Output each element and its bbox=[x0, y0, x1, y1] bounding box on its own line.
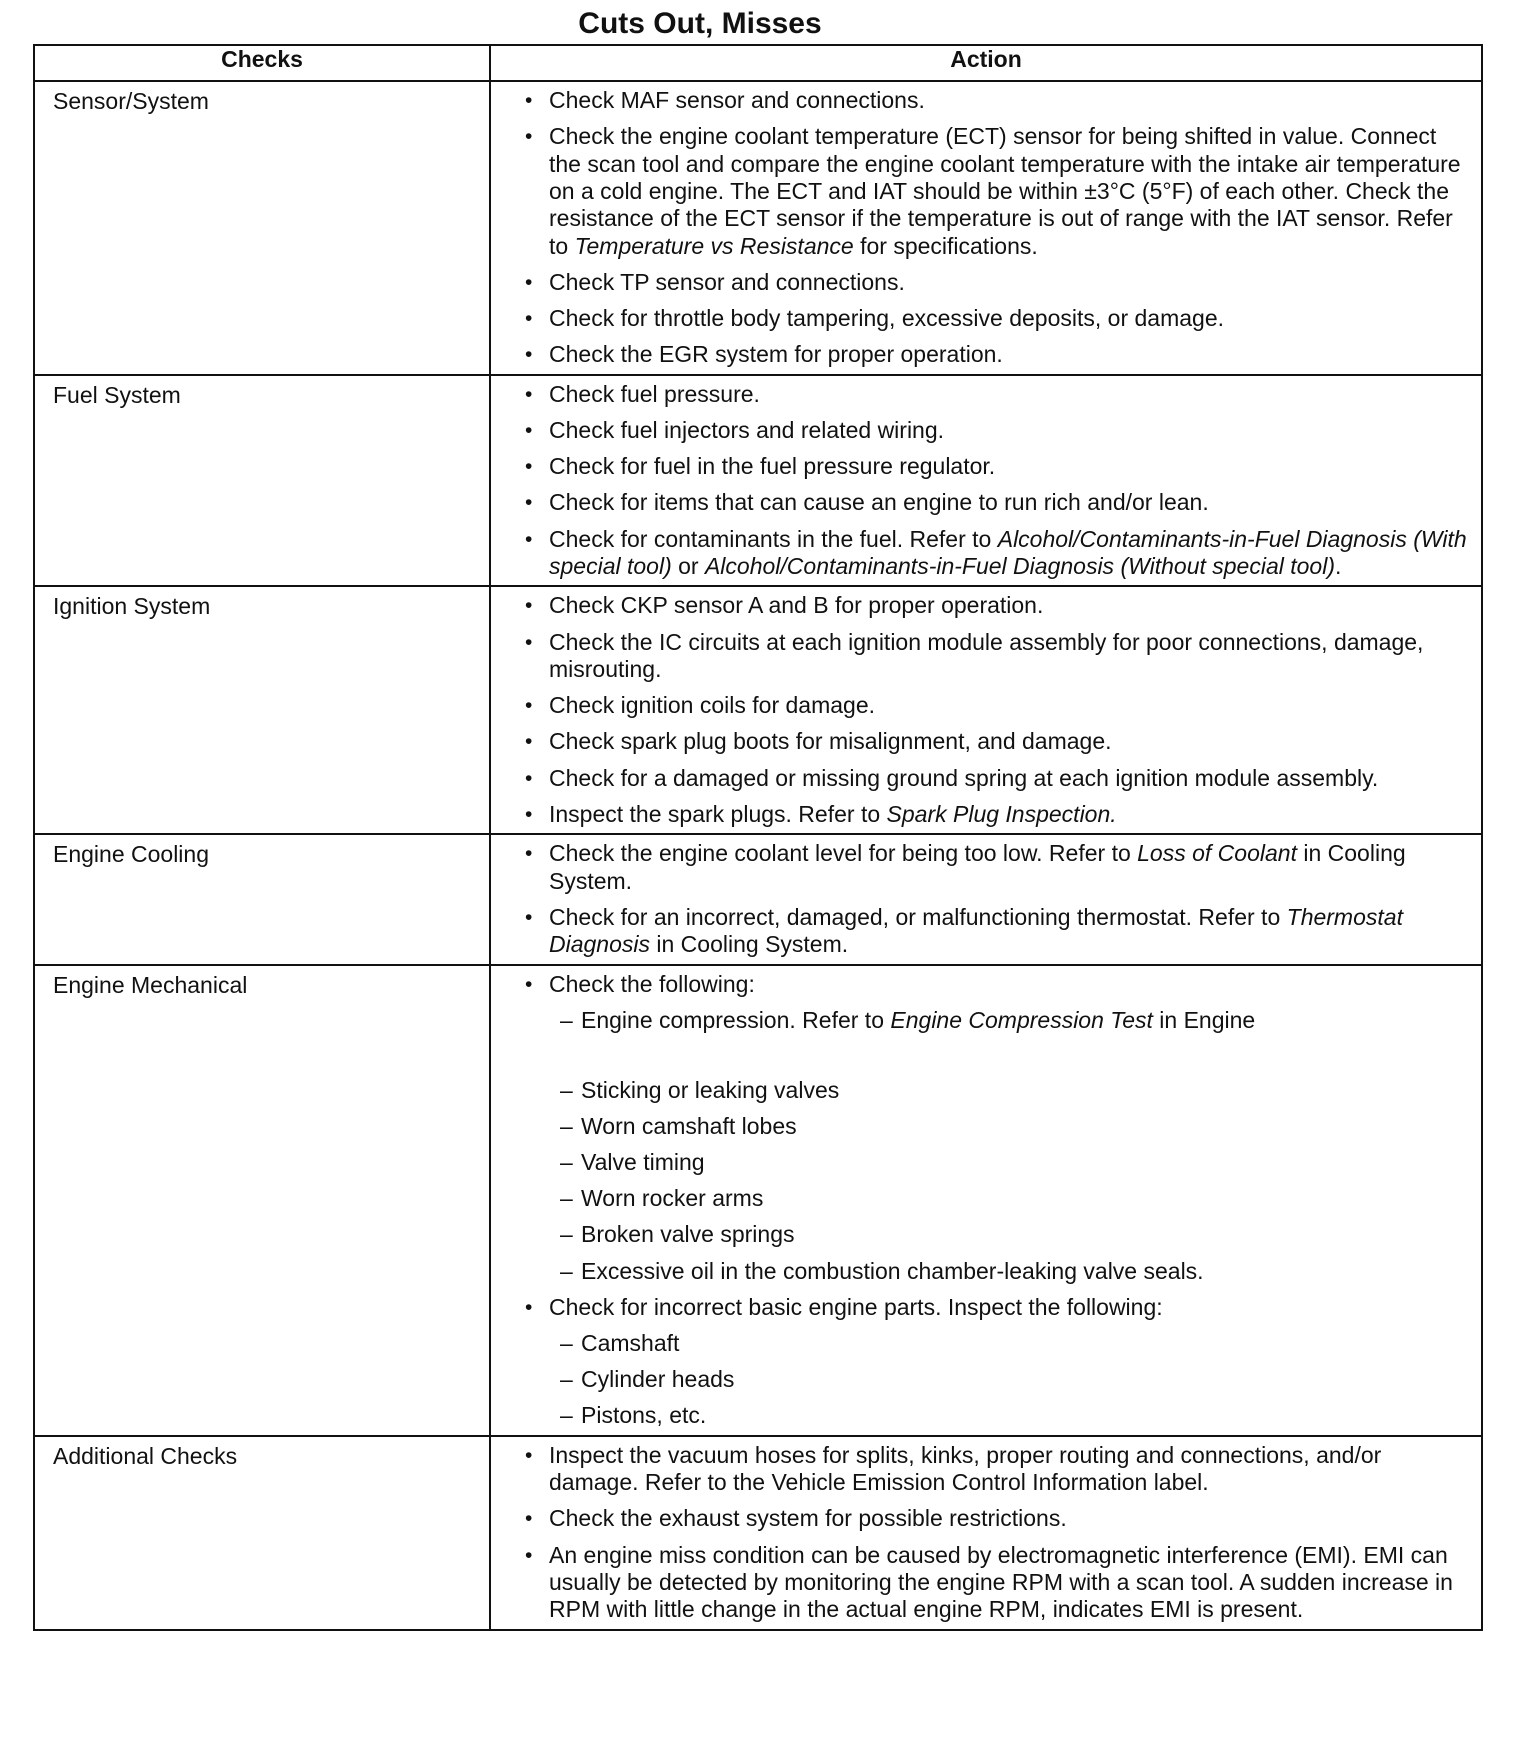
action-text-tail: . bbox=[1335, 553, 1342, 580]
check-cell: Ignition System bbox=[34, 586, 490, 834]
action-text: Check the engine coolant temperature (ECT) sensor for being shifted in value. Connect the scan tool and compare the engine coolant temperature with the intake air temperature on a cold engine. The ECT and IAT should be within ±3°C (5°F) of each other. Check the resistance of the ECT sensor if the temperature is out of range with the IAT sensor. Refer to bbox=[549, 123, 1461, 259]
reference-link: Alcohol/Contaminants-in-Fuel Diagnosis (Without special tool) bbox=[704, 553, 1335, 580]
action-item bbox=[525, 592, 1473, 619]
action-list bbox=[525, 971, 1473, 1430]
action-text: An engine miss condition can be caused by electromagnetic interference (EMI). EMI can usually be detected by monitoring the engine RPM with a scan tool. A sudden increase in RPM with little change in the actual engine RPM, indicates EMI is present. bbox=[549, 1541, 1453, 1623]
reference-link: Engine Compression Test bbox=[890, 1006, 1153, 1033]
sub-text: Cylinder heads bbox=[581, 1366, 735, 1393]
action-list bbox=[525, 592, 1473, 828]
action-item bbox=[525, 417, 1473, 444]
table-row-sensor-system bbox=[34, 81, 1482, 375]
action-text: Inspect the spark plugs. Refer to bbox=[549, 800, 887, 827]
sub-item bbox=[549, 1402, 1473, 1429]
action-item bbox=[525, 692, 1473, 719]
action-item bbox=[525, 1505, 1473, 1532]
header-row bbox=[34, 45, 1482, 81]
action-item bbox=[525, 840, 1473, 895]
action-text: Check TP sensor and connections. bbox=[549, 269, 905, 296]
action-list bbox=[525, 381, 1473, 581]
action-item bbox=[525, 1442, 1473, 1497]
action-cell bbox=[490, 375, 1482, 587]
action-text: Check fuel pressure. bbox=[549, 380, 760, 407]
sub-item bbox=[549, 1007, 1473, 1068]
action-text: Check for incorrect basic engine parts. Inspect the following: bbox=[549, 1293, 1163, 1320]
sub-text: Excessive oil in the combustion chamber-leaking valve seals. bbox=[581, 1257, 1204, 1284]
sub-item bbox=[549, 1149, 1473, 1176]
sub-list bbox=[549, 1007, 1473, 1285]
check-cell: Fuel System bbox=[34, 375, 490, 587]
action-text: Check for items that can cause an engine to run rich and/or lean. bbox=[549, 489, 1209, 516]
action-text-tail: for specifications. bbox=[853, 232, 1038, 259]
action-item bbox=[525, 629, 1473, 684]
sub-text: Camshaft bbox=[581, 1329, 680, 1356]
action-text: Check the engine coolant level for being too low. Refer to bbox=[549, 840, 1138, 867]
sub-item bbox=[549, 1113, 1473, 1140]
action-item bbox=[525, 87, 1473, 114]
action-text: Check the following: bbox=[549, 970, 755, 997]
table-row-ignition-system bbox=[34, 586, 1482, 834]
action-item bbox=[525, 453, 1473, 480]
action-item bbox=[525, 305, 1473, 332]
check-cell: Additional Checks bbox=[34, 1436, 490, 1630]
reference-link: Spark Plug Inspection. bbox=[886, 800, 1117, 827]
action-item bbox=[525, 341, 1473, 368]
table-row-fuel-system bbox=[34, 375, 1482, 587]
action-text: Check CKP sensor A and B for proper operation. bbox=[549, 592, 1044, 619]
action-text: Check the EGR system for proper operation. bbox=[549, 341, 1003, 368]
sub-text: Pistons, etc. bbox=[581, 1402, 707, 1429]
check-cell: Engine Mechanical bbox=[34, 965, 490, 1436]
action-text: Check spark plug boots for misalignment, and damage. bbox=[549, 728, 1112, 755]
action-list bbox=[525, 1442, 1473, 1624]
action-text: Check for an incorrect, damaged, or malfunctioning thermostat. Refer to bbox=[549, 903, 1287, 930]
action-item bbox=[525, 1542, 1473, 1624]
reference-link: Thermostat Diagnosis bbox=[549, 903, 1403, 958]
action-item bbox=[525, 123, 1473, 260]
action-item bbox=[525, 1294, 1473, 1430]
check-cell: Sensor/System bbox=[34, 81, 490, 375]
action-item bbox=[525, 489, 1473, 516]
sub-text: Engine compression. Refer to bbox=[581, 1006, 891, 1033]
diagnosis-table bbox=[33, 44, 1483, 1631]
sub-text: Worn rocker arms bbox=[581, 1185, 764, 1212]
sub-item bbox=[549, 1221, 1473, 1248]
action-item bbox=[525, 971, 1473, 1285]
action-text: Check the exhaust system for possible restrictions. bbox=[549, 1505, 1067, 1532]
action-cell bbox=[490, 1436, 1482, 1630]
checks-header: Checks bbox=[34, 45, 490, 81]
sub-text: Sticking or leaking valves bbox=[581, 1076, 840, 1103]
sub-text: Worn camshaft lobes bbox=[581, 1112, 797, 1139]
action-item bbox=[525, 526, 1473, 581]
reference-link: Loss of Coolant bbox=[1137, 840, 1297, 867]
action-item bbox=[525, 728, 1473, 755]
sub-text: Broken valve springs bbox=[581, 1221, 795, 1248]
action-text: Check fuel injectors and related wiring. bbox=[549, 417, 945, 444]
action-cell bbox=[490, 81, 1482, 375]
action-item bbox=[525, 381, 1473, 408]
action-item bbox=[525, 269, 1473, 296]
sub-text: Valve timing bbox=[581, 1148, 705, 1175]
action-text-tail: in Cooling System. bbox=[650, 931, 849, 958]
action-item bbox=[525, 765, 1473, 792]
sub-item bbox=[549, 1185, 1473, 1212]
action-list bbox=[525, 840, 1473, 958]
action-text: Check for a damaged or missing ground spring at each ignition module assembly. bbox=[549, 764, 1379, 791]
reference-link: Alcohol/Contaminants-in-Fuel Diagnosis (With special tool) bbox=[549, 525, 1467, 580]
reference-link: Temperature vs Resistance bbox=[574, 232, 854, 259]
table-row-additional-checks bbox=[34, 1436, 1482, 1630]
action-cell bbox=[490, 834, 1482, 964]
page-title: Cuts Out, Misses bbox=[578, 7, 822, 40]
sub-item bbox=[549, 1077, 1473, 1104]
sub-item bbox=[549, 1366, 1473, 1393]
action-text-tail: in Cooling System. bbox=[549, 840, 1406, 894]
action-cell bbox=[490, 586, 1482, 834]
action-text: Check for contaminants in the fuel. Refer to bbox=[549, 525, 998, 552]
action-text: Check MAF sensor and connections. bbox=[549, 87, 925, 113]
table-row-engine-mechanical bbox=[34, 965, 1482, 1436]
sub-item bbox=[549, 1258, 1473, 1285]
action-header: Action bbox=[490, 45, 1482, 81]
check-cell: Engine Cooling bbox=[34, 834, 490, 964]
sub-text-tail: in Engine bbox=[1152, 1006, 1256, 1033]
action-text: Check for fuel in the fuel pressure regulator. bbox=[549, 453, 996, 480]
table-row-engine-cooling bbox=[34, 834, 1482, 964]
action-list bbox=[525, 87, 1473, 369]
sub-list bbox=[549, 1330, 1473, 1430]
action-text: Check ignition coils for damage. bbox=[549, 692, 875, 719]
sub-item bbox=[549, 1330, 1473, 1357]
action-item bbox=[525, 801, 1473, 828]
action-cell bbox=[490, 965, 1482, 1436]
action-text: Check the IC circuits at each ignition module assembly for poor connections, damage, misrouting. bbox=[549, 628, 1424, 683]
action-item bbox=[525, 904, 1473, 959]
action-text-tail: or bbox=[671, 553, 705, 580]
action-text: Check for throttle body tampering, excessive deposits, or damage. bbox=[549, 305, 1225, 332]
action-text: Inspect the vacuum hoses for splits, kinks, proper routing and connections, and/or damage. Refer to the Vehicle Emission Control Information label. bbox=[549, 1441, 1382, 1496]
